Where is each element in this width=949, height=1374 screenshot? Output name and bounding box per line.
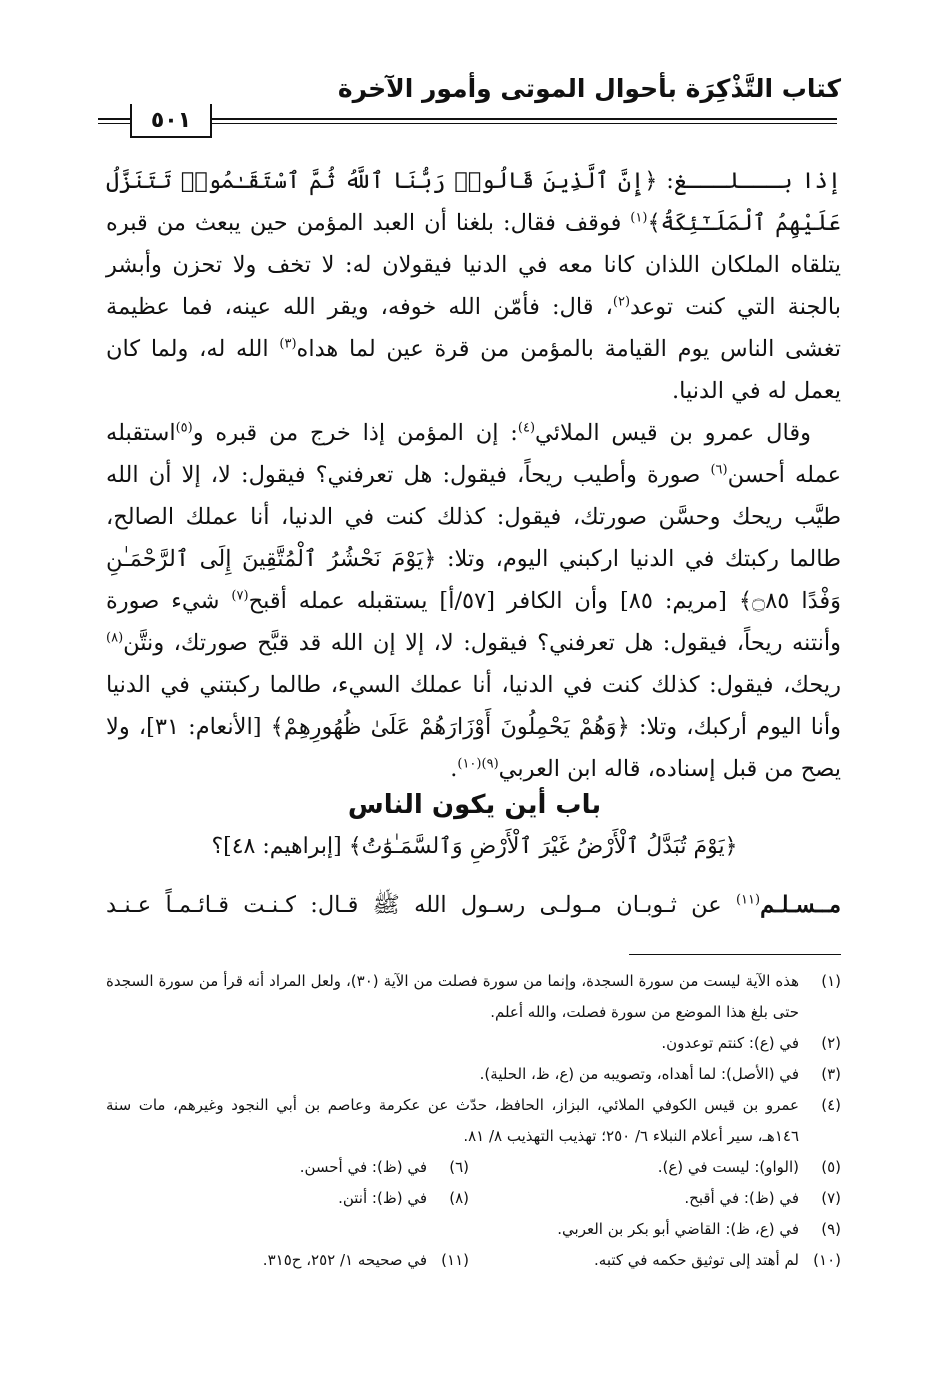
quran-verse: ﴿وَهُمْ يَحْمِلُونَ أَوْزَارَهُمْ عَلَىٰ ظُهُورِهِمْ﴾ (270, 714, 630, 740)
footnote-text: في (الأصل): لما أهداه، وتصويبه من (ع، ظ، الحلية). (479, 1065, 799, 1083)
text-span: [مريم: ٨٥] وأن الكافر [٥٧/أ] يستقبله عمله أقبح (248, 588, 739, 614)
footnote-row (106, 1152, 841, 1183)
footnote-number: (١) (821, 972, 841, 990)
text-span: فوقف فقال: بلغنا أن العبد المؤمن حين يبعث من قبره يتلقاه الملكان اللذان كانا معه في الدنيا فيقولان له: لا تخف ولا تحزن وأبشر بالجنة التي كنت توعد (106, 210, 841, 320)
footnote-ref-8[interactable]: (٨) (106, 630, 124, 646)
footnote-number: (٥) (821, 1158, 841, 1176)
footnote-ref-3[interactable]: (٣) (279, 336, 297, 352)
footnote-ref-2[interactable]: (٢) (612, 294, 631, 310)
chapter-verse (108, 834, 841, 859)
footnote-row (106, 1245, 841, 1276)
text-span: عن ثـوبـان مـولـى رسـول الله ﷺ قـال: كـنـت قـائـمـاً عـنـد (106, 892, 736, 918)
footnote-number: (٤) (821, 1096, 841, 1114)
text-span: صورة وأطيب ريحاً، فيقول: هل تعرفني؟ فيقول: لا، إلا أن الله طيَّب ريحك وحسَّن صورتك، فيقول: كذلك كنت في الدنيا، أنا عملك الصالح، طالما ركبتك في الدنيا اركبني اليوم، وتلا: (106, 462, 841, 572)
paragraph-1 (106, 160, 841, 412)
chapter-heading: باب أين يكون الناس (347, 790, 602, 820)
footnote-ref-5[interactable]: (٥) (175, 420, 193, 436)
footnote-number: (١١) (441, 1251, 469, 1269)
footnote-3 (106, 1059, 841, 1090)
footnote-ref-11[interactable]: (١١) (735, 892, 761, 908)
footnote-ref-6[interactable]: (٦) (710, 462, 728, 478)
text-span: . (450, 756, 458, 782)
page-number: ٥٠١ (130, 104, 212, 138)
footnote-text: في صحيحه ١/ ٢٥٢، ح٣١٥. (262, 1251, 427, 1269)
text-span: [الأنعام: ٣١]، ولا يصح من قبل إسناده، قاله ابن العربي (106, 714, 841, 782)
footnote-text: في (ظ): في أحسن. (299, 1158, 427, 1176)
quran-verse: ﴿يَوْمَ تُبَدَّلُ ٱلْأَرْضُ غَيْرَ ٱلْأَرْضِ وَٱلسَّمَـٰوَٰتُ﴾ (348, 834, 738, 859)
footnote-text: (الواو): ليست في (ع). (657, 1158, 799, 1176)
text-span: الله له، ولما كان يعمل له في الدنيا. (106, 336, 841, 404)
footnote-ref-9-10[interactable]: (٩)(١٠) (457, 756, 499, 772)
footnote-number: (٨) (449, 1189, 469, 1207)
footnote-text: في (ظ): في أقبح. (684, 1189, 799, 1207)
footnote-ref-7[interactable]: (٧) (231, 588, 249, 604)
text-span: : إن المؤمن إذا خرج من قبره و (192, 420, 518, 446)
footnote-5 (469, 1152, 841, 1183)
paragraph-2 (106, 412, 841, 790)
footnote-number: (١٠) (813, 1251, 841, 1269)
footnotes (106, 966, 841, 1276)
footnote-1 (106, 966, 841, 1028)
text-span: ، قال: فأمّن الله خوفه، ويقر الله عينه، فما عظيمة تغشى الناس يوم القيامة بالمؤمن من قرة عين لما هداه (106, 294, 841, 362)
main-text (106, 160, 841, 790)
quran-verse: ﴿يَوْمَ نَحْشُرُ ٱلْمُتَّقِينَ إِلَى ٱلرَّحْمَـٰنِ وَفْدًا ۝٨٥﴾ (106, 546, 841, 614)
footnote-ref-4[interactable]: (٤) (517, 420, 536, 436)
footnote-2 (106, 1028, 841, 1059)
footnote-text: في (ظ): أنتن. (338, 1189, 427, 1207)
footnote-number: (٣) (821, 1065, 841, 1083)
footnote-text: في (ع، ظ): القاضي أبو بكر بن العربي. (557, 1220, 799, 1238)
footnote-8 (338, 1183, 469, 1214)
footnote-ref-1[interactable]: (١) (630, 210, 648, 226)
footnote-row (106, 1183, 841, 1214)
quran-verse: ﴿إِنَّ ٱلَّذِينَ قَالُوا۟ رَبُّنَا ٱللَّهُ ثُمَّ ٱسْتَقَـٰمُوا۟ تَتَنَزَّلُ عَلَيْهِمُ ٱلْمَلَـٰٓئِكَةُ﴾ (106, 168, 841, 236)
footnote-number: (٢) (821, 1034, 841, 1052)
verse-reference: [إبراهيم: ٤٨]؟ (211, 834, 349, 859)
footnote-text: لم أهتد إلى توثيق حكمه في كتبه. (594, 1251, 799, 1269)
text-span: وقال عمرو بن قيس الملائي (535, 420, 811, 446)
text-span: إذا بـــلـــغ: (657, 168, 841, 194)
footnote-number: (٩) (821, 1220, 841, 1238)
footnote-11 (263, 1245, 469, 1276)
footnote-number: (٦) (449, 1158, 469, 1176)
footnote-number: (٧) (821, 1189, 841, 1207)
running-title: كتاب التَّذْكِرَة بأحوال الموتى وأمور الآخرة (337, 74, 841, 103)
text-span: شيء صورة وأنتنه ريحاً، فيقول: هل تعرفني؟ فيقول: لا، إلا إن الله قد قبَّح صورتك، ونتَّن (106, 588, 841, 656)
hadith-source: مــسـلـم (760, 892, 841, 918)
footnote-divider (629, 954, 841, 955)
footnote-6 (300, 1152, 469, 1183)
footnote-4 (106, 1090, 841, 1152)
footnote-9 (106, 1214, 841, 1245)
text-span: ريحك، فيقول: كذلك كنت في الدنيا، أنا عملك السيء، طالما ركبتني في الدنيا وأنا اليوم أركبك، وتلا: (106, 672, 841, 740)
footnote-text: هذه الآية ليست من سورة السجدة، وإنما من سورة فصلت من الآية (٣٠)، ولعل المراد أنه قرأ من سورة السجدة حتى بلغ هذا الموضع من سورة فصلت، والله أعلم. (106, 972, 800, 1021)
text-span: استقبله عمله أحسن (106, 420, 841, 488)
footnote-7 (469, 1183, 841, 1214)
footnote-text: في (ع): كنتم توعدون. (661, 1034, 799, 1052)
footnote-text: عمرو بن قيس الكوفي الملائي، البزاز، الحافظ، حدّث عن عكرمة وعاصم بن أبي النجود وغيرهم، مات سنة ١٤٦هـ، سير أعلام النبلاء ٦/ ٢٥٠؛ تهذيب التهذيب ٨/ ٨١. (106, 1096, 799, 1145)
hadith-paragraph (106, 884, 841, 926)
footnote-10 (469, 1245, 841, 1276)
